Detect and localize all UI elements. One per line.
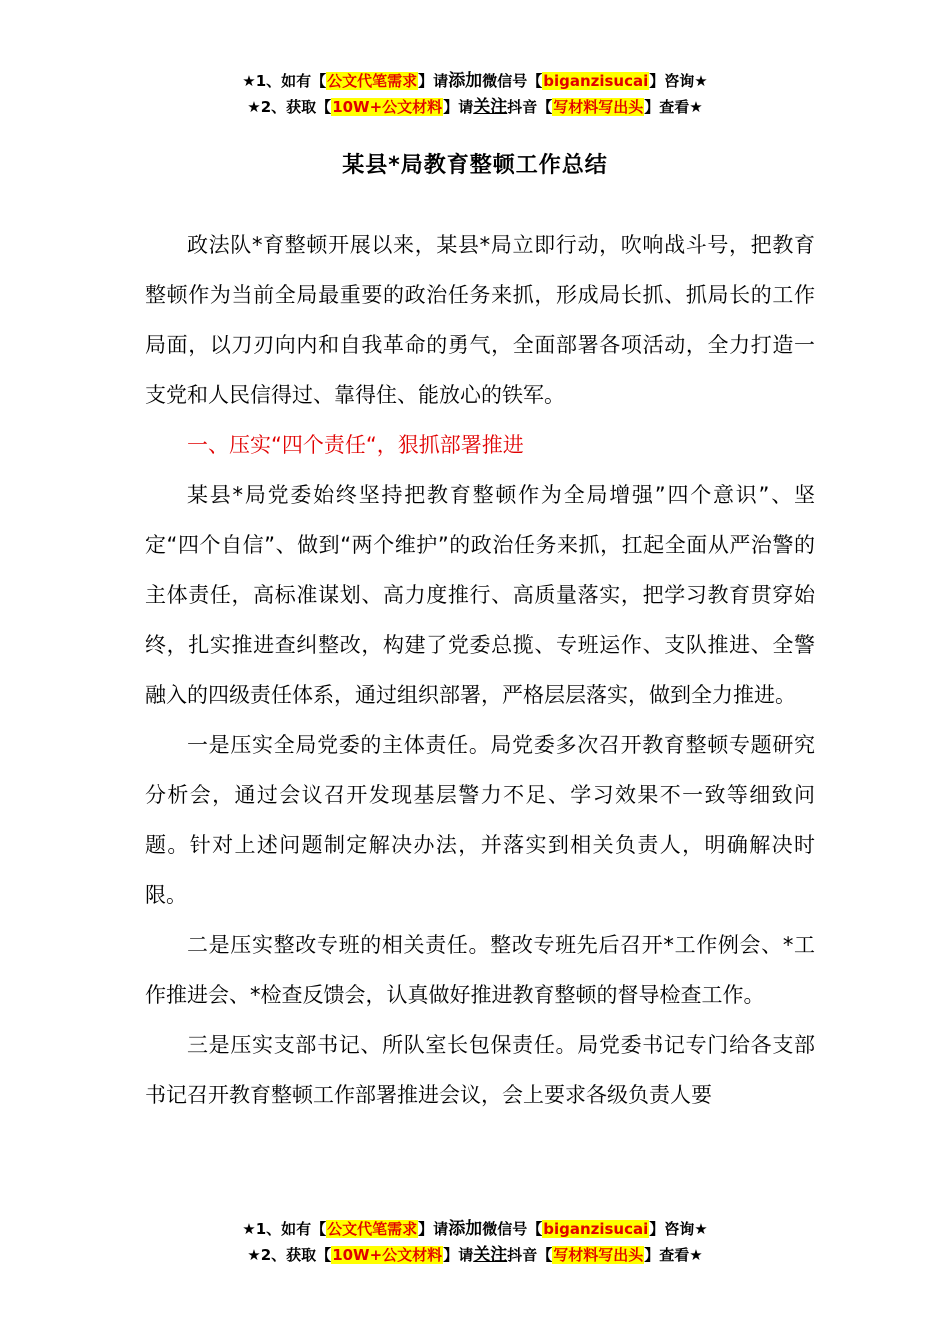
banner-text: 微信号【 <box>482 1220 543 1238</box>
banner-text: 】查看★ <box>644 1246 703 1264</box>
banner-emphasis: 关注 <box>473 97 508 117</box>
paragraph-point-3: 三是压实支部书记、所队室长包保责任。局党委书记专门给各支部书记召开教育整顿工作部署推进会议，会上要求各级负责人要 <box>145 1033 815 1107</box>
banner-text: 】查看★ <box>644 98 703 116</box>
document-body <box>145 220 815 1120</box>
paragraph-intro: 政法队*育整顿开展以来，某县*局立即行动，吹响战斗号，把教育整顿作为当前全局最重要的政治任务来抓，形成局长抓、抓局长的工作局面，以刀刃向内和自我革命的勇气，全面部署各项活动，全力打造一支党和人民信得过、靠得住、能放心的铁军。 <box>145 233 815 407</box>
banner-highlight-wechat: biganzisucai <box>543 72 649 90</box>
banner-text: 】请 <box>418 1220 449 1238</box>
banner-emphasis: 添加 <box>448 1219 483 1239</box>
banner-emphasis: 关注 <box>473 1245 508 1265</box>
banner-highlight-service: 公文代笔需求 <box>327 72 418 90</box>
banner-text: 微信号【 <box>482 72 543 90</box>
banner-highlight-douyin: 写材料写出头 <box>553 1246 644 1264</box>
header-banner <box>0 68 950 120</box>
banner-text: ★2、获取【 <box>247 1246 332 1264</box>
banner-highlight-materials: 10W+公文材料 <box>332 98 443 116</box>
banner-line-1 <box>0 1216 950 1242</box>
banner-text: 】咨询★ <box>649 72 708 90</box>
paragraph-section-1: 某县*局党委始终坚持把教育整顿作为全局增强”四个意识”、坚定“四个自信”、做到“两个维护”的政治任务来抓，扛起全面从严治警的主体责任，高标准谋划、高力度推行、高质量落实，把学习教育贯穿始终，扎实推进查纠整改，构建了党委总揽、专班运作、支队推进、全警融入的四级责任体系，通过组织部署，严格层层落实，做到全力推进。 <box>145 483 815 707</box>
footer-banner <box>0 1216 950 1268</box>
banner-text: 】咨询★ <box>649 1220 708 1238</box>
banner-emphasis: 添加 <box>448 71 483 91</box>
banner-line-2 <box>0 1242 950 1268</box>
banner-text: ★1、如有【 <box>242 72 327 90</box>
banner-text: 抖音【 <box>507 1246 553 1264</box>
document-title: 某县*局教育整顿工作总结 <box>342 153 608 178</box>
banner-text: ★2、获取【 <box>247 98 332 116</box>
banner-line-1 <box>0 68 950 94</box>
banner-text: 抖音【 <box>507 98 553 116</box>
paragraph-point-1: 一是压实全局党委的主体责任。局党委多次召开教育整顿专题研究分析会，通过会议召开发现基层警力不足、学习效果不一致等细致问题。针对上述问题制定解决办法，并落实到相关负责人，明确解决时限。 <box>145 733 815 907</box>
banner-text: ★1、如有【 <box>242 1220 327 1238</box>
banner-highlight-service: 公文代笔需求 <box>327 1220 418 1238</box>
section-heading-1: 一、压实“四个责任“，狠抓部署推进 <box>187 433 524 457</box>
banner-text: 】请 <box>443 98 474 116</box>
banner-text: 】请 <box>418 72 449 90</box>
banner-highlight-materials: 10W+公文材料 <box>332 1246 443 1264</box>
banner-highlight-wechat: biganzisucai <box>543 1220 649 1238</box>
paragraph-point-2: 二是压实整改专班的相关责任。整改专班先后召开*工作例会、*工作推进会、*检查反馈会，认真做好推进教育整顿的督导检查工作。 <box>145 933 815 1007</box>
banner-highlight-douyin: 写材料写出头 <box>553 98 644 116</box>
banner-text: 】请 <box>443 1246 474 1264</box>
banner-line-2 <box>0 94 950 120</box>
